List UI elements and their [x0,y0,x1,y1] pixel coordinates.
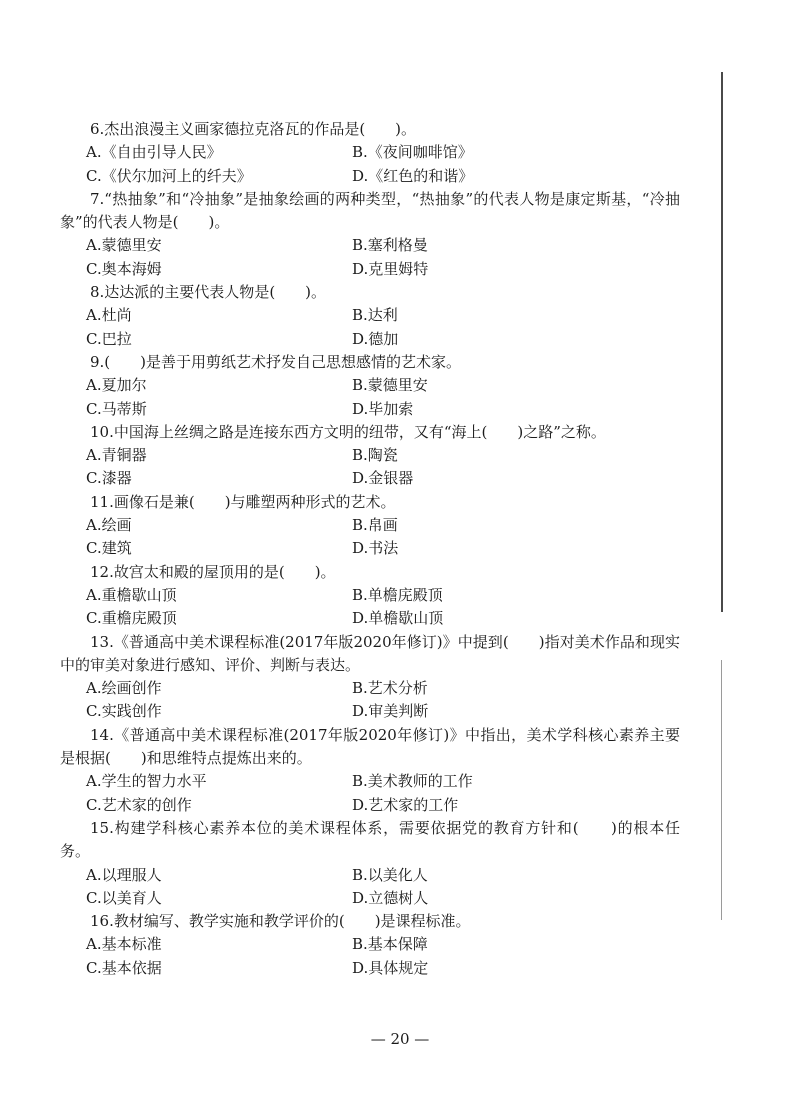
option-d: D.毕加索 [352,399,414,418]
option-c: C.重檐庑殿顶 [86,609,177,628]
question-14 [60,724,680,817]
question-13 [60,631,680,724]
options [60,304,680,351]
option-b: B.达利 [352,306,398,325]
option-b: B.《夜间咖啡馆》 [352,143,473,162]
option-c: C.漆器 [86,469,132,488]
option-c: C.奥本海姆 [86,259,162,278]
option-d: D.艺术家的工作 [352,795,459,814]
question-15 [60,817,680,910]
options [60,374,680,421]
option-a: A.青铜器 [86,446,147,465]
options [60,141,680,188]
option-d: D.立德树人 [352,888,429,907]
question-stem: 8.达达派的主要代表人物是( )。 [90,283,327,302]
question-8 [60,281,680,351]
question-16 [60,910,680,980]
option-b: B.塞利格曼 [352,236,428,255]
option-a: A.重檐歇山顶 [86,585,177,604]
options [60,584,680,631]
option-c: C.艺术家的创作 [86,795,192,814]
question-stem: 16.教材编写、教学实施和教学评价的( )是课程标准。 [90,912,471,931]
option-a: A.绘画创作 [86,679,162,698]
options [60,234,680,281]
option-d: D.《红色的和谐》 [352,166,474,185]
question-stem: 11.画像石是兼( )与雕塑两种形式的艺术。 [90,492,396,511]
option-c: C.建筑 [86,539,132,558]
option-b: B.陶瓷 [352,446,398,465]
question-11 [60,491,680,561]
binding-line [721,72,723,612]
question-stem: 15.构建学科核心素养本位的美术课程体系，需要依据党的教育方针和( )的根本任务。 [60,818,680,861]
question-stem: 9.( )是善于用剪纸艺术抒发自己思想感情的艺术家。 [90,352,462,371]
option-d: D.德加 [352,329,399,348]
question-stem: 10.中国海上丝绸之路是连接东西方文明的纽带，又有“海上( )之路”之称。 [90,422,606,441]
option-b: B.单檐庑殿顶 [352,585,443,604]
options [60,444,680,491]
option-b: B.帛画 [352,516,398,535]
question-stem: 12.故宫太和殿的屋顶用的是( )。 [90,562,336,581]
option-b: B.基本保障 [352,935,428,954]
option-d: D.单檐歇山顶 [352,609,444,628]
option-a: A.《自由引导人民》 [86,143,222,162]
option-a: A.以理服人 [86,865,162,884]
option-b: B.以美化人 [352,865,428,884]
option-c: C.马蒂斯 [86,399,147,418]
question-9 [60,351,680,421]
option-b: B.蒙德里安 [352,376,428,395]
question-stem: 6.杰出浪漫主义画家德拉克洛瓦的作品是( )。 [90,120,417,138]
question-12 [60,561,680,631]
question-stem: 7.“热抽象”和“冷抽象”是抽象绘画的两种类型，“热抽象”的代表人物是康定斯基，“冷抽象”的代表人物是( )。 [60,189,680,232]
option-b: B.美术教师的工作 [352,772,473,791]
option-a: A.绘画 [86,516,132,535]
question-7 [60,188,680,281]
question-6 [60,118,680,188]
option-d: D.克里姆特 [352,259,429,278]
option-c: C.基本依据 [86,958,162,977]
options [60,677,680,724]
page-number: — 20 — [370,1030,430,1048]
option-a: A.夏加尔 [86,376,147,395]
option-d: D.具体规定 [352,958,429,977]
option-b: B.艺术分析 [352,679,428,698]
option-c: C.巴拉 [86,329,132,348]
option-d: D.金银器 [352,469,414,488]
options [60,933,680,980]
options [60,770,680,817]
option-a: A.蒙德里安 [86,236,162,255]
option-c: C.实践创作 [86,702,162,721]
options [60,514,680,561]
question-10 [60,421,680,491]
question-stem: 14.《普通高中美术课程标准(2017年版2020年修订)》中指出，美术学科核心素养主要是根据( )和思维特点提炼出来的。 [60,725,680,768]
option-c: C.以美育人 [86,888,162,907]
option-c: C.《伏尔加河上的纤夫》 [86,166,252,185]
option-a: A.基本标准 [86,935,162,954]
option-a: A.杜尚 [86,306,132,325]
question-stem: 13.《普通高中美术课程标准(2017年版2020年修订)》中提到( )指对美术作品和现实中的审美对象进行感知、评价、判断与表达。 [60,632,680,674]
option-d: D.审美判断 [352,702,429,721]
option-a: A.学生的智力水平 [86,772,207,791]
option-d: D.书法 [352,539,399,558]
binding-line-lower [721,660,722,920]
question-list [60,118,680,980]
options [60,864,680,911]
